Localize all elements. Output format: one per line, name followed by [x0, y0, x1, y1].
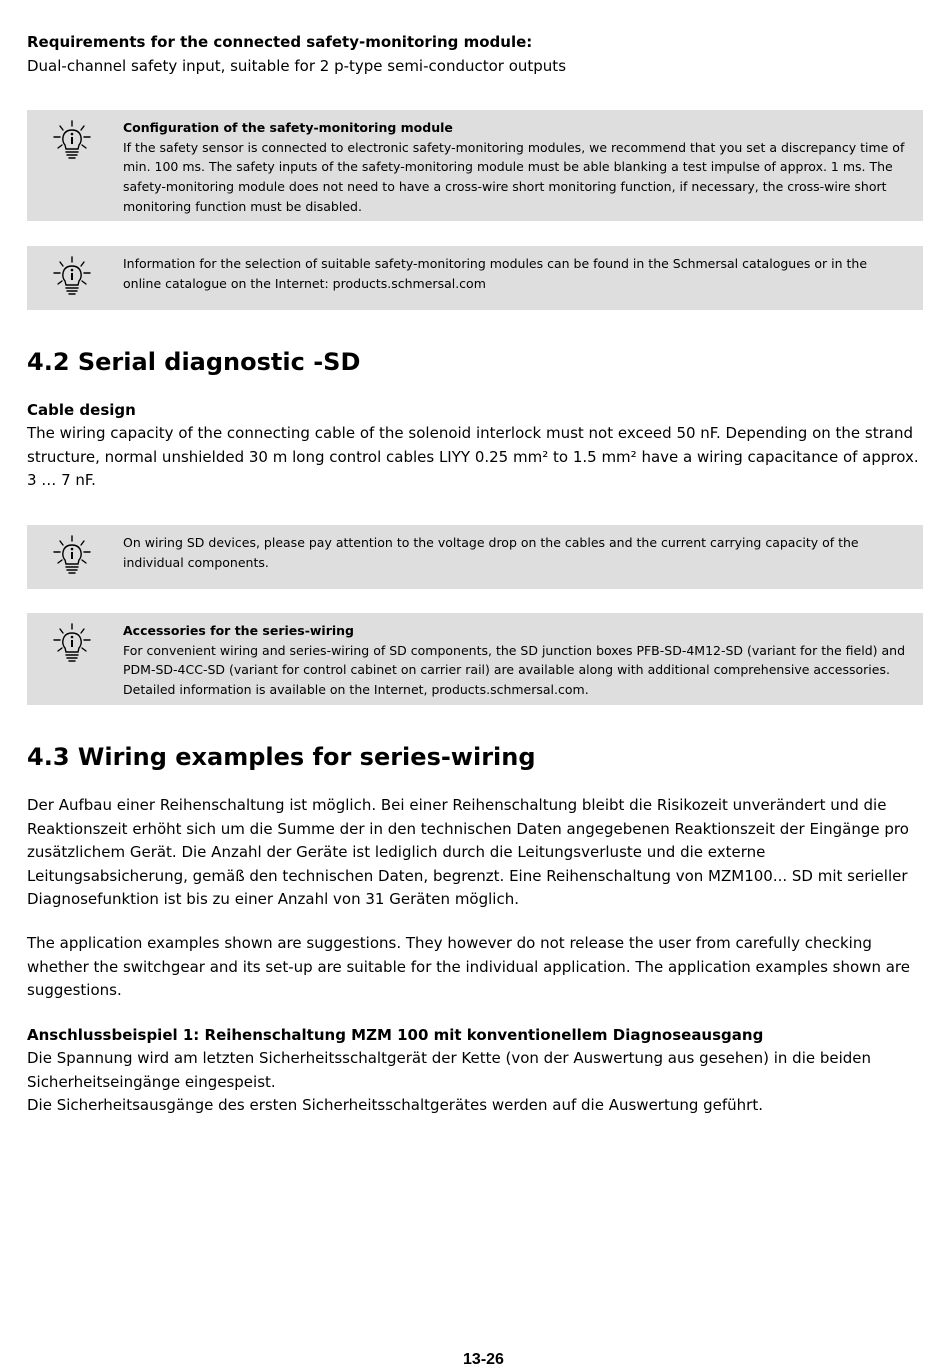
- info-bulb-icon: [53, 120, 91, 162]
- application-examples-paragraph: The application examples shown are suggestions. They however do not release the user from carefully checking whether the switchgear and its set-up are suitable for the individual application. The application examples shown are suggestions.: [27, 934, 910, 999]
- note-text: On wiring SD devices, please pay attention to the voltage drop on the cables and the current carrying capacity of the individual components.: [123, 535, 859, 570]
- requirements-title: Requirements for the connected safety-monitoring module:: [27, 33, 533, 51]
- cable-design-title: Cable design: [27, 401, 136, 419]
- example-title: Anschlussbeispiel 1: Reihenschaltung MZM 100 mit konventionellem Diagnoseausgang: [27, 1026, 764, 1044]
- note-text: If the safety sensor is connected to electronic safety-monitoring modules, we recommend that you set a discrepancy time of min. 100 ms. The safety inputs of the safety-monitoring module must be able blanking a test impulse of approx. 1 ms. The safety-monitoring module does not need to have a cross-wire short monitoring function, if necessary, the cross-wire short monitoring function must be disabled.: [123, 139, 905, 214]
- note-text: Information for the selection of suitable safety-monitoring modules can be found in the Schmersal catalogues or in the online catalogue on the Internet: products.schmersal.com: [123, 256, 868, 291]
- note-configuration: [27, 110, 923, 221]
- info-bulb-icon: [53, 623, 91, 665]
- requirements-text: Dual-channel safety input, suitable for 2 p-type semi-conductor outputs: [27, 57, 567, 75]
- note-catalogue-info: [27, 246, 923, 310]
- example-line-2: Die Sicherheitsausgänge des ersten Sicherheitsschaltgerätes werden auf die Auswertung geführt.: [27, 1096, 764, 1114]
- example-line-1: Die Spannung wird am letzten Sicherheitsschaltgerät der Kette (von der Auswertung aus gesehen) in die beiden Sicherheitseingänge eingespeist.: [27, 1049, 872, 1091]
- section-heading-4-3: 4.3 Wiring examples for series-wiring: [27, 743, 536, 771]
- cable-design-text: The wiring capacity of the connecting cable of the solenoid interlock must not exceed 50 nF. Depending on the strand structure, normal unshielded 30 m long control cables LIYY 0.25 mm² to 1.5 mm² have a wiring capacitance of approx. 3 … 7 nF.: [27, 424, 919, 489]
- note-accessories: [27, 613, 923, 705]
- note-title: Accessories for the series-wiring: [123, 623, 355, 638]
- info-bulb-icon: [53, 256, 91, 298]
- page-number: 13-26: [463, 1351, 504, 1368]
- info-bulb-icon: [53, 535, 91, 577]
- note-voltage-drop: [27, 525, 923, 589]
- note-title: Configuration of the safety-monitoring module: [123, 120, 453, 135]
- note-text: For convenient wiring and series-wiring of SD components, the SD junction boxes PFB-SD-4M12-SD (variant for the field) and PDM-SD-4CC-SD (variant for control cabinet on carrier rail) are available along with additional comprehensive accessories. Detailed information is available on the Internet, products.schmersal.com.: [123, 642, 906, 698]
- section-heading-4-2: 4.2 Serial diagnostic -SD: [27, 348, 361, 376]
- series-wiring-paragraph: Der Aufbau einer Reihenschaltung ist möglich. Bei einer Reihenschaltung bleibt die Risikozeit unverändert und die Reaktionszeit erhöht sich um die Summe der in den technischen Daten angegebenen Reaktionszeit der Eingänge pro zusätzlichem Gerät. Die Anzahl der Geräte ist lediglich durch die Leitungsverluste und die externe Leitungsabsicherung, gemäß den technischen Daten, begrenzt. Eine Reihenschaltung von MZM100... SD mit serieller Diagnosefunktion ist bis zu einer Anzahl von 31 Geräten möglich.: [27, 796, 909, 908]
